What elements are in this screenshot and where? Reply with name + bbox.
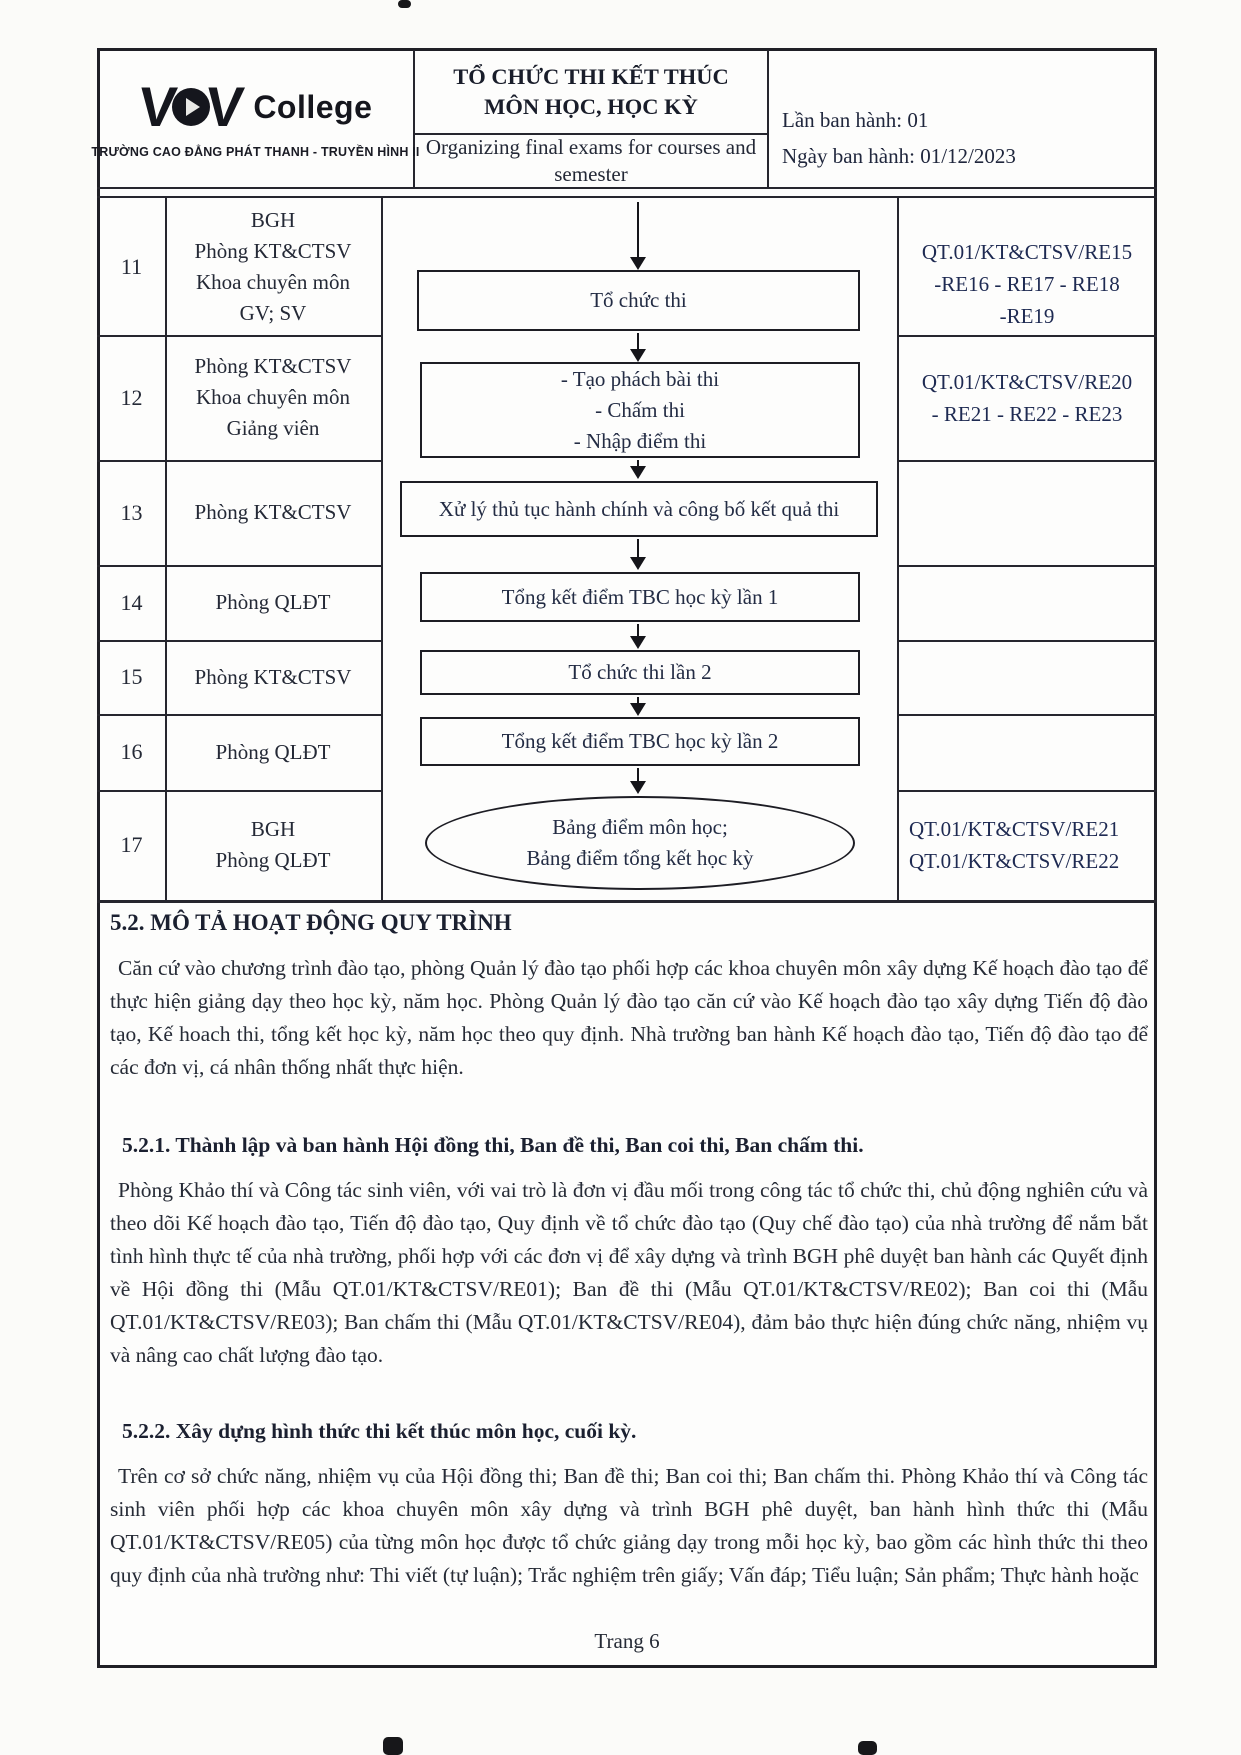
- flow-step-box: Tổ chức thi lần 2: [420, 650, 860, 695]
- arrow-head-icon: [630, 349, 646, 362]
- vov-logo: [135, 75, 373, 138]
- section-5-2-1-paragraph: Phòng Khảo thí và Công tác sinh viên, với vai trò là đơn vị đầu mối trong công tác tổ chức thi, chủ động nghiên cứu và theo dõi Kế hoạch đào tạo, Tiến độ đào tạo, Quy định về tổ chức đào tạo (Quy chế đào tạo) của nhà trường để nắm bắt tình hình thực tế của nhà trường, phối hợp với các đơn vị để xây dựng và trình BGH phê duyệt ban hành các Quyết định về Hội đồng thi (Mẫu QT.01/KT&CTSV/RE01); Ban đề thi (Mẫu QT.01/KT&CTSV/RE02); Ban coi thi (Mẫu QT.01/KT&CTSV/RE03); Ban chấm thi (Mẫu QT.01/KT&CTSV/RE04), đảm bảo thực hiện đúng chức năng, nhiệm vụ và nâng cao chất lượng đào tạo.: [110, 1178, 1148, 1367]
- scan-artifact: [383, 1737, 403, 1755]
- flow-output-ellipse: Bảng điểm môn học; Bảng điểm tổng kết học kỳ: [425, 796, 855, 890]
- row-responsible: Phòng QLĐT: [215, 739, 331, 764]
- logo-cell: [91, 56, 420, 182]
- row-responsible: BGH Phòng QLĐT: [215, 817, 331, 872]
- section-5-2-heading: 5.2. MÔ TẢ HOẠT ĐỘNG QUY TRÌNH: [110, 910, 512, 935]
- flow-step-box: Xử lý thủ tục hành chính và công bố kết quả thi: [400, 481, 878, 537]
- row-responsible: Phòng KT&CTSV Khoa chuyên môn Giảng viên: [194, 354, 352, 440]
- row-responsible: Phòng QLĐT: [215, 590, 331, 614]
- issue-date: Ngày ban hành: 01/12/2023: [782, 144, 1016, 168]
- flow-step-box: - Tạo phách bài thi - Chấm thi - Nhập điểm thi: [420, 362, 860, 458]
- title-en-text: Organizing final exams for courses and semester: [425, 135, 757, 186]
- arrow-head-icon: [630, 557, 646, 570]
- row-divider: [897, 714, 1157, 716]
- flow-step-box: Tổng kết điểm TBC học kỳ lần 1: [420, 572, 860, 622]
- logo-letter-v: V: [202, 75, 247, 138]
- document-title-vi: [415, 50, 767, 133]
- table-grid-line: [381, 198, 383, 900]
- row-number: 15: [120, 664, 143, 689]
- logo-college-text: College: [253, 88, 373, 125]
- flow-arrow: [637, 539, 639, 559]
- scan-artifact: [858, 1741, 877, 1755]
- row-number: 11: [120, 253, 143, 279]
- logo-school-name: TRƯỜNG CAO ĐẲNG PHÁT THANH - TRUYỀN HÌNH II: [91, 145, 420, 159]
- row-number: 13: [120, 499, 143, 525]
- arrow-head-icon: [630, 636, 646, 649]
- title-vi-line: TỔ CHỨC THI KẾT THÚC: [453, 63, 729, 89]
- row-divider: [897, 460, 1157, 462]
- section-5-2-2-heading: 5.2.2. Xây dựng hình thức thi kết thúc môn học, cuối kỳ.: [122, 1419, 637, 1443]
- flow-step-box: Tổng kết điểm TBC học kỳ lần 2: [420, 717, 860, 766]
- arrow-head-icon: [630, 703, 646, 716]
- revision-block: [782, 102, 1152, 174]
- row-responsible: Phòng KT&CTSV: [194, 664, 352, 689]
- section-5-2-2-paragraph: Trên cơ sở chức năng, nhiệm vụ của Hội đồng thi; Ban đề thi; Ban coi thi; Ban chấm thi. Phòng Khảo thí và Công tác sinh viên phối hợp các khoa chuyên môn xây dựng và trình BGH phê duyệt, ban hành hình thức thi (Mẫu QT.01/KT&CTSV/RE05) của từng môn học được tổ chức giảng dạy trong mỗi học kỳ, bao gồm các hình thức thi theo quy định của nhà trường như: Thi viết (tự luận); Trắc nghiệm trên giấy; Vấn đáp; Tiểu luận; Sản phẩm; Thực hành hoặc: [110, 1464, 1148, 1587]
- arrow-head-icon: [630, 257, 646, 270]
- row-records: QT.01/KT&CTSV/RE21 QT.01/KT&CTSV/RE22: [909, 817, 1120, 873]
- document-title-en: [415, 135, 767, 187]
- row-responsible: BGH Phòng KT&CTSV Khoa chuyên môn GV; SV: [194, 207, 352, 325]
- row-number: 14: [120, 589, 143, 615]
- scan-artifact: [398, 0, 411, 8]
- flow-arrow: [637, 202, 639, 258]
- section-5-2-1-heading: 5.2.1. Thành lập và ban hành Hội đồng thi, Ban đề thi, Ban coi thi, Ban chấm thi.: [122, 1133, 864, 1157]
- arrow-head-icon: [630, 781, 646, 794]
- row-number: 12: [120, 384, 143, 410]
- row-records: QT.01/KT&CTSV/RE15 -RE16 - RE17 - RE18 -RE19: [921, 239, 1133, 328]
- section-5-2-paragraph: Căn cứ vào chương trình đào tạo, phòng Quản lý đào tạo phối hợp các khoa chuyên môn xây dựng Kế hoạch đào tạo để thực hiện giảng dạy theo học kỳ, năm học. Phòng Quản lý đào tạo căn cứ vào Kế hoạch đào tạo xây dựng Tiến độ đào tạo, Kế hoach thi, tổng kết học kỳ, năm học theo quy định. Nhà trường ban hành Kế hoạch đào tạo, Tiến độ đào tạo để các đơn vị, cá nhân thống nhất thực hiện.: [110, 956, 1148, 1079]
- flow-step-box: Tổ chức thi: [417, 270, 860, 331]
- arrow-head-icon: [630, 466, 646, 479]
- header-grid-line: [767, 50, 769, 187]
- row-number: 16: [120, 739, 143, 764]
- row-responsible: Phòng KT&CTSV: [194, 500, 352, 524]
- row-number: 17: [120, 832, 143, 857]
- row-divider: [897, 640, 1157, 642]
- row-divider: [897, 565, 1157, 567]
- table-bottom-line: [97, 900, 1157, 903]
- row-records: QT.01/KT&CTSV/RE20 - RE21 - RE22 - RE23: [921, 369, 1133, 426]
- title-vi-line: MÔN HỌC, HỌC KỲ: [484, 93, 698, 119]
- page-number: Trang 6: [594, 1629, 660, 1653]
- logo-letter-v: V: [135, 75, 180, 138]
- issue-number: Lần ban hành: 01: [782, 108, 929, 132]
